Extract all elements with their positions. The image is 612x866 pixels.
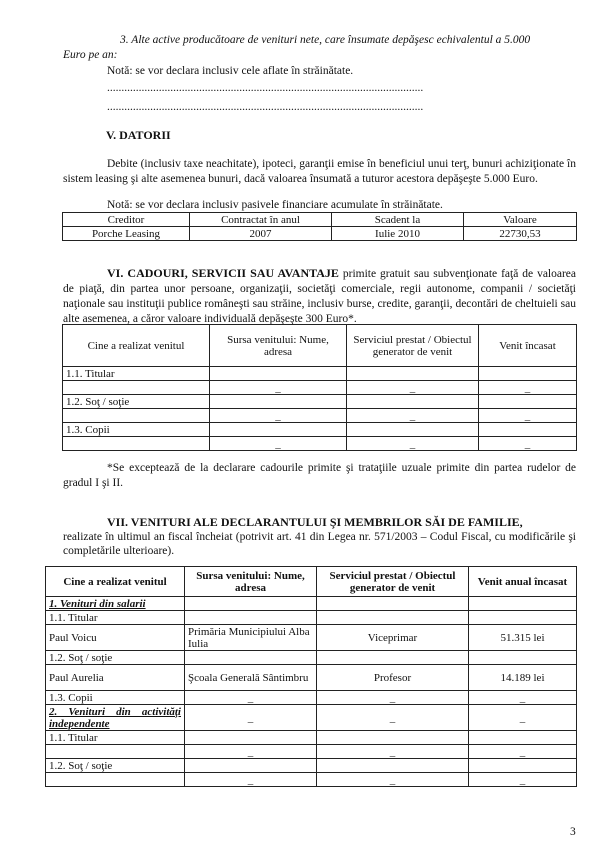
gifts-table: [62, 324, 577, 451]
dash-cell: _: [210, 437, 347, 451]
dash-cell: _: [469, 705, 577, 731]
table-row: [46, 651, 577, 665]
page-number: 3: [570, 826, 576, 838]
debts-header-row: [63, 213, 577, 227]
debts-table: [62, 212, 577, 241]
debts-header-value: Valoare: [464, 213, 577, 227]
income-service: Profesor: [317, 665, 469, 691]
sec5-paragraph: Debite (inclusiv taxe neachitate), ipoteci, garanţii emise în beneficiul unui terţ, bunuri achiziţionate în sistem leasing şi alte asemenea bunuri, dacă valoarea însumată a tuturor acestora depăşeşte 5.000 Euro.: [63, 158, 576, 185]
row-label: 1.3. Copii: [46, 691, 185, 705]
dash-cell: _: [317, 745, 469, 759]
debt-due: Iulie 2010: [332, 227, 464, 241]
gifts-header-income: Venit încasat: [479, 325, 577, 367]
income-service: Viceprimar: [317, 625, 469, 651]
dash-cell: _: [347, 381, 479, 395]
dash-cell: _: [479, 409, 577, 423]
dash-cell: _: [469, 773, 577, 787]
income-header-who: Cine a realizat venitul: [46, 567, 185, 597]
table-row: [46, 691, 577, 705]
dash-cell: _: [210, 409, 347, 423]
sec5-title: V. DATORII: [106, 128, 171, 142]
income-table: [45, 566, 577, 787]
table-row: [46, 665, 577, 691]
table-row: [46, 745, 577, 759]
gifts-header-service: Serviciul prestat / Obiectul generator de venit: [347, 325, 479, 367]
table-row: [63, 437, 577, 451]
gifts-header-who: Cine a realizat venitul: [63, 325, 210, 367]
sec6-footnote: *Se exceptează de la declarare cadourile primite şi trataţiile uzuale primite din partea rudelor de gradul I şi II.: [63, 462, 576, 489]
debt-value: 22730,53: [464, 227, 577, 241]
debts-header-creditor: Creditor: [63, 213, 190, 227]
dash-cell: _: [469, 745, 577, 759]
gifts-header-source: Sursa venitului: Nume, adresa: [210, 325, 347, 367]
sec5-note: Notă: se vor declara inclusiv pasivele financiare acumulate în străinătate.: [107, 199, 443, 211]
table-row: [46, 731, 577, 745]
dash-cell: _: [317, 691, 469, 705]
debts-header-due: Scadent la: [332, 213, 464, 227]
dash-cell: _: [210, 381, 347, 395]
table-row: [63, 423, 577, 437]
debts-header-year: Contractat în anul: [190, 213, 332, 227]
dash-cell: _: [479, 381, 577, 395]
dash-cell: _: [347, 409, 479, 423]
income-amount: 51.315 lei: [469, 625, 577, 651]
row-label: 1.1. Titular: [46, 731, 185, 745]
category-salaries: 1. Venituri din salarii: [46, 597, 185, 611]
dash-cell: _: [185, 745, 317, 759]
income-source: Şcoala Generală Sântimbru: [185, 665, 317, 691]
dash-cell: _: [347, 437, 479, 451]
table-row: [46, 705, 577, 731]
table-row: [46, 625, 577, 651]
gifts-header-row: [63, 325, 577, 367]
table-row: [63, 409, 577, 423]
sec6-text: primite gratuit sau subvenţionate faţă de valoarea de piaţă, din partea unor persoane, organizaţii, societăţi comerciale, regii autonome, companii / societăţi naţionale sau instituţii publice româneşti sau străine, inclusiv burse, credite, garanţii, decontări de cheltuieli sau alte asemenea, a căror valoare individuală depăşeşte 300 Euro*.: [63, 268, 577, 325]
income-header-source: Sursa venitului: Nume, adresa: [185, 567, 317, 597]
table-row: [63, 367, 577, 381]
income-person-name: Paul Voicu: [46, 625, 185, 651]
income-header-income: Venit anual încasat: [469, 567, 577, 597]
sec7-paragraph: realizate în ultimul an fiscal încheiat (potrivit art. 41 din Legea nr. 571/2003 – Codul Fiscal, cu modificările şi completările ulterioare).: [63, 531, 576, 557]
income-source: Primăria Municipiului Alba Iulia: [185, 625, 317, 651]
dash-cell: _: [317, 705, 469, 731]
sec6-paragraph: [63, 266, 576, 327]
sec7-title: VII. VENITURI ALE DECLARANTULUI ŞI MEMBRILOR SĂI DE FAMILIE,: [107, 515, 523, 529]
income-header-service: Serviciul prestat / Obiectul generator de venit: [317, 567, 469, 597]
sec3-line1: 3. Alte active producătoare de venituri nete, care însumate depăşesc echivalentul a 5.000: [120, 34, 531, 46]
table-row: [46, 597, 577, 611]
category-independent: 2. Venituri din activităţi independente: [46, 705, 185, 731]
dash-cell: _: [185, 705, 317, 731]
sec3-line2: Euro pe an:: [63, 49, 118, 61]
sec3-note: Notă: se vor declara inclusiv cele aflate în străinătate.: [107, 65, 354, 77]
sec3-dots-line-2: ..............................................................................................................: [107, 101, 424, 113]
sec6-title: VI. CADOURI, SERVICII SAU AVANTAJE: [107, 266, 339, 280]
income-amount: 14.189 lei: [469, 665, 577, 691]
row-label: 1.2. Soţ / soţie: [46, 651, 185, 665]
table-row: [63, 227, 577, 241]
gifts-row-label: 1.1. Titular: [63, 367, 210, 381]
dash-cell: _: [469, 691, 577, 705]
sec3-dots-line: ..............................................................................................................: [107, 82, 424, 94]
debt-year: 2007: [190, 227, 332, 241]
table-row: [46, 773, 577, 787]
debt-creditor: Porche Leasing: [63, 227, 190, 241]
row-label: 1.2. Soţ / soţie: [46, 759, 185, 773]
dash-cell: _: [185, 691, 317, 705]
table-row: [46, 611, 577, 625]
dash-cell: _: [317, 773, 469, 787]
table-row: [63, 381, 577, 395]
gifts-row-label: 1.3. Copii: [63, 423, 210, 437]
table-row: [63, 395, 577, 409]
income-person-name: Paul Aurelia: [46, 665, 185, 691]
table-row: [46, 759, 577, 773]
dash-cell: _: [185, 773, 317, 787]
dash-cell: _: [479, 437, 577, 451]
row-label: 1.1. Titular: [46, 611, 185, 625]
gifts-row-label: 1.2. Soţ / soţie: [63, 395, 210, 409]
income-header-row: [46, 567, 577, 597]
